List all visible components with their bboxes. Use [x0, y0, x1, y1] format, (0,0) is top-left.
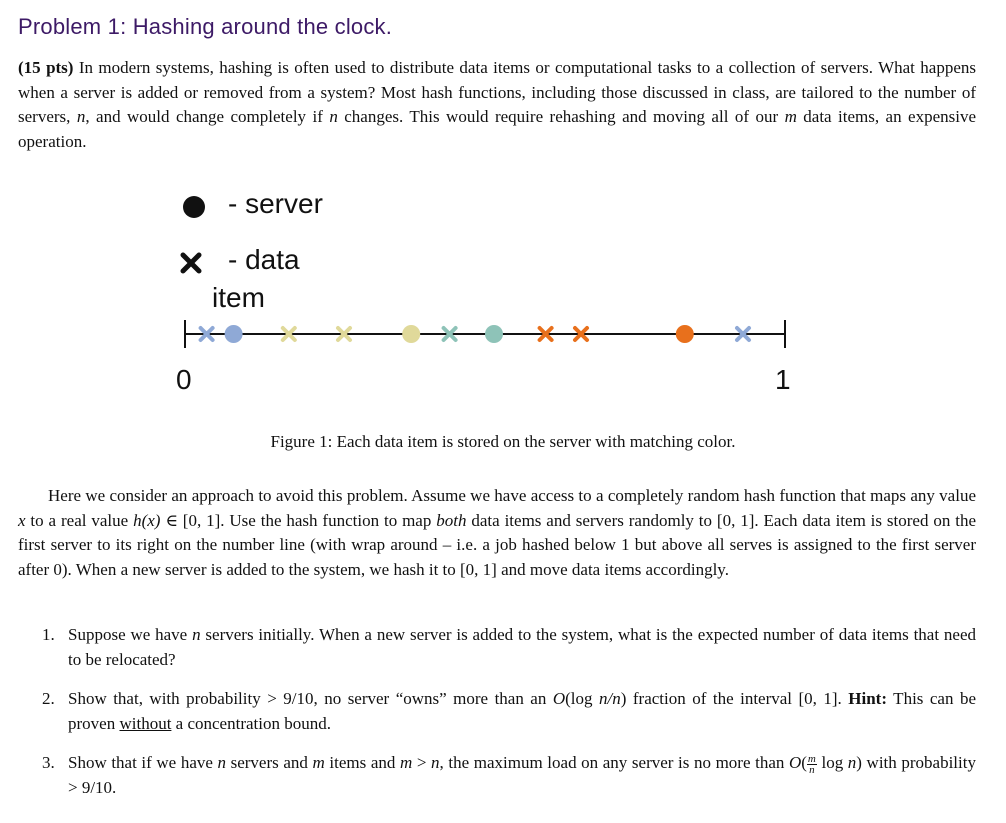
item-text: >	[412, 753, 432, 773]
approach-text: Here we consider an approach to avoid this problem. Assume we have access to a completely random hash function that maps any value	[48, 486, 976, 505]
problem-list	[18, 623, 976, 816]
item-text: items and	[324, 753, 400, 773]
fraction-m-over-n	[807, 754, 817, 775]
approach-paragraph	[18, 484, 976, 582]
item-number: 1.	[42, 625, 55, 644]
legend-server-icon	[183, 196, 205, 218]
item-text: Show that, with probability > 9/10, no server “owns” more than an	[68, 689, 553, 709]
legend-data-label-2: item	[212, 282, 265, 313]
axis-label-zero: 0	[176, 364, 192, 395]
approach-text: data items and servers randomly to [0, 1]. Each data item is stored on the first server to its right on the number line (with wrap around – i.e. a job hashed below 1 but above all serves is assigned to the first server after 0). When a new server is added to the system, we hash it to [0, 1] and move data items accordingly.	[18, 510, 977, 579]
server-marker	[676, 325, 694, 343]
problem-item-3: 3. Show that if we have n servers and m items and m > n, the maximum load on any server is no more than O( $\frac{m}{n}$ log n) with probability > 9/10.	[42, 752, 976, 797]
axis-label-one: 1	[775, 364, 791, 395]
figure-1	[0, 180, 1006, 470]
problem-item-1	[18, 623, 976, 672]
item-text: This can be proven	[68, 689, 976, 733]
item-text: (log	[565, 689, 599, 709]
hash-expr: h(x)	[133, 510, 161, 530]
item-text: ) with probability > 9/10.	[68, 753, 976, 797]
item-number: 3.	[42, 753, 55, 773]
number-line-diagram	[0, 180, 1006, 430]
item-text: Show that if we have	[68, 753, 218, 773]
intro-text: In modern systems, hashing is often used to distribute data items or computational tasks to a collection of servers. What happens when a server is added or removed from a system? Most hash functions, including those discussed in class, are tailored to the number of servers,	[18, 58, 976, 127]
var-n-over-n: n/n	[599, 689, 621, 709]
item-text: , the maximum load on any server is no more than	[439, 753, 789, 773]
emph-without: without	[119, 713, 172, 733]
server-marker	[225, 325, 243, 343]
problem-title: Problem 1: Hashing around the clock.	[18, 14, 393, 39]
var-n: n	[431, 753, 440, 773]
legend-data-label: - data	[228, 244, 300, 275]
var-n: n	[192, 625, 201, 644]
hint-label: Hint:	[848, 689, 888, 709]
intro-text: data items, an expensive operation.	[18, 107, 977, 151]
item-text: servers and	[226, 753, 313, 773]
item-text: Suppose we have	[68, 625, 193, 644]
intro-text: changes. This would require rehashing and moving all of our	[337, 107, 785, 127]
approach-text: ∈ [0, 1]. Use the hash function to map	[160, 510, 437, 530]
item-text: ) fraction of the interval [0, 1].	[620, 689, 849, 709]
var-n: n	[217, 753, 227, 773]
fraction-denominator: n	[809, 763, 815, 776]
item-text: servers initially. When a new server is added to the system, what is the expected number of data items that need to be relocated?	[68, 625, 977, 669]
big-o: O	[788, 753, 802, 773]
intro-text: , and would change completely if	[85, 107, 330, 127]
legend-server-label: - server	[228, 188, 323, 219]
item-number: 2.	[42, 689, 55, 709]
server-marker	[402, 325, 420, 343]
intro-paragraph	[18, 56, 976, 154]
fraction-numerator: m	[807, 752, 816, 765]
item-text: log	[816, 753, 848, 773]
points-label: (15 pts)	[18, 58, 74, 77]
var-m: m	[399, 753, 413, 773]
figure-caption: Figure 1: Each data item is stored on the server with matching color.	[270, 432, 736, 451]
item-text: a concentration bound.	[171, 713, 331, 733]
var-m: m	[312, 753, 325, 773]
var-n: n	[76, 107, 86, 127]
approach-text: to a real value	[25, 510, 134, 530]
var-n: n	[329, 107, 338, 127]
big-o: O	[552, 689, 566, 709]
problem-item-2	[18, 687, 976, 736]
legend-data-icon	[183, 255, 199, 271]
server-marker	[485, 325, 503, 343]
var-m: m	[784, 107, 797, 127]
emph-both: both	[436, 510, 467, 530]
var-x: x	[18, 510, 26, 530]
var-n: n	[847, 753, 857, 773]
